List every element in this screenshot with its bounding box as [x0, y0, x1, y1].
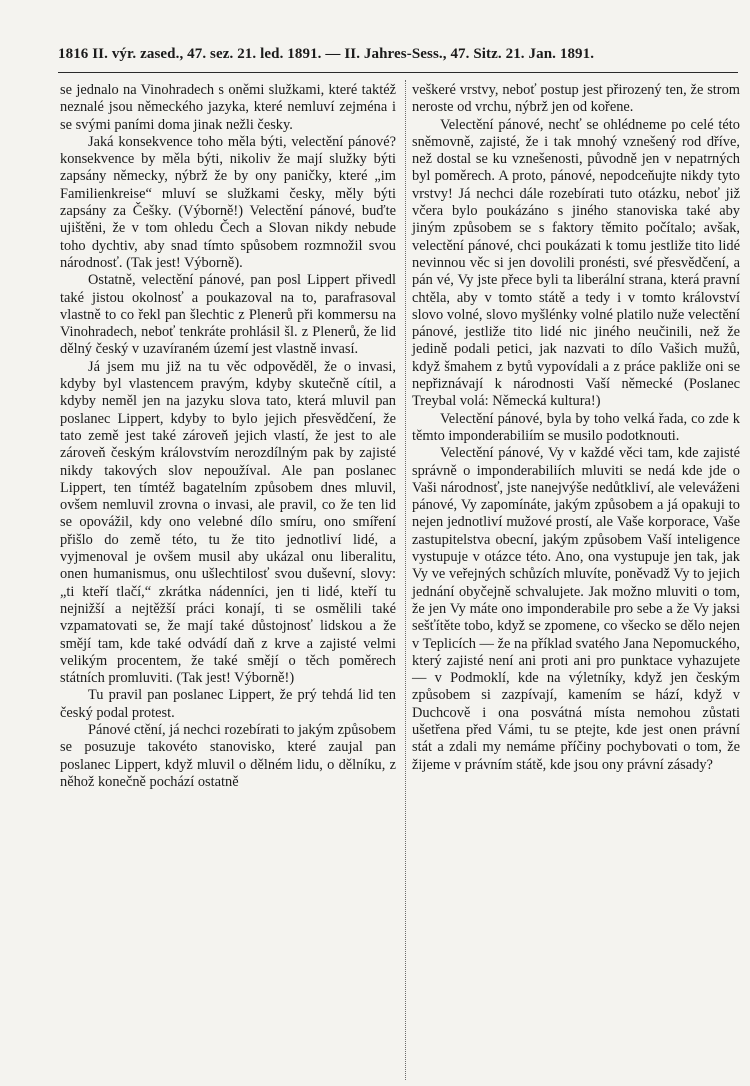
- page-header: 1816 II. výr. zased., 47. sez. 21. led. 1891. — II. Jahres-Sess., 47. Sitz. 21. Jan. 1891.: [58, 46, 595, 62]
- paragraph: Velectění pánové, Vy v každé věci tam, kde zajisté správně o imponderabiliích mluviti se nedá kde jde o Vaši národnosť, jste nanejvýše nedůtkliví, ale veleváženi pánové, Vy zapomínáte, jakým způsobem a já opakuji to nejen jednotliví mužové prostí, ale Vaše korporace, Vaše zastupitelstva obecní, jakým způsobem Vaší inteligence vystupuje v otázce této. Ano, ona vystupuje jen tak, jak Vy ve veřejných schůzích mluvíte, poněvadž Vy to jejich jednání obyčejně schvalujete. Jak možno mluviti o tom, že jen Vy máte ono imponderabile pro sebe a že Vy jaksi sešťítěte tobo, když se zpomene, co všecko se dělo nejen v Teplicích — že na příklad svatého Jana Nepomuckého, který zajisté není ani proti ani pro punktace vyhazujete — v Podmoklí, kde na výletníky, když jen českým způsobem si zazpívají, kamením se hází, když v Duchcově i ona posvátná místa nemohou zůstati ušetřena před Vámi, tu se ptejte, kde jest onen právní stát a zdali my nemáme příčiny pochybovati o tom, že žijeme v právním státě, kde jsou ony právní zásady?: [412, 445, 740, 773]
- header-rule: [58, 72, 738, 73]
- paragraph: Velectění pánové, byla by toho velká řada, co zde k těmto imponderabiliím se musilo podotknouti.: [412, 410, 740, 444]
- paragraph: veškeré vrstvy, neboť postup jest přirozený ten, že strom neroste od vrchu, nýbrž jen od kořene.: [412, 82, 740, 116]
- paragraph: Jaká konsekvence toho měla býti, velectění pánové? konsekvence by měla býti, nikoliv že mají služky býti zapsány německy, nýbrž že by ony paničky, které „im Familienkreise“ mluví se služkami česky, měly býti zapsány za Češky. (Výborně!) Velectění pánové, buďte ujištěni, že v tom ohledu Čech a Slovan nikdy nebude toho dychtiv, aby snad tímto spůsobem rozmnožil svou národnosť. (Tak jest! Výborně).: [60, 133, 396, 271]
- right-column: [412, 82, 740, 774]
- column-divider: [405, 80, 406, 1080]
- paragraph: Já jsem mu již na tu věc odpověděl, že o invasi, kdyby byl vlastencem pravým, kdyby skutečně cítil, a kdyby neměl jen na jazyku slova tato, která mluvil pan poslanec Lippert, kdyby to bylo jejich přesvědčení, že tato země jest také zároveň jejich vlastí, že jest to ale zároveň českým královstvím nerozdílným pak by zajisté nikdy takových slov nepoužíval. Ale pan poslanec Lippert, ten tímtéž bagatelním způsobem dnes mluvil, ovšem nemluvil zrovna o invasi, ale pravil, co že ten lid se opovážil, kdy ono velebné dílo smíru, ono smíření přišlo do země této, tu že tito jednotliví lidé, a vyjmenoval je ovšem musil aby ukázal onu liberalitu, onen humanismus, onu ušlechtilosť svou duševní, slovy: „ti kteří tlačí,“ zkrátka nádenníci, jen ti lidé, kteří tu nejnižší a nejtěžší práci konají, ti se osmělili také vzpamatovati se, že mají také důstojnosť lidskou a že smějí tam, kde také odvádí daň z krve a zajisté velmi velikým procentem, že také smějí o těch poměrech státních promluviti. (Tak jest! Výborně!): [60, 358, 396, 687]
- left-column: [60, 82, 396, 791]
- paragraph: Tu pravil pan poslanec Lippert, že prý tehdá lid ten český podal protest.: [60, 687, 396, 721]
- paragraph: Pánové ctění, já nechci rozebírati to jakým způsobem se posuzuje takovéto stanovisko, které zaujal pan poslanec Lippert, když mluvil o dělném lidu, o dělníku, z něhož konečně pochází ostatně: [60, 721, 396, 790]
- paragraph: Ostatně, velectění pánové, pan posl Lippert přivedl také jistou okolnosť a poukazoval na to, parafrasoval vlastně to co řekl pan šlechtic z Plenerů při kommersu na Vinohradech, neboť tenkráte prohlásil šl. z Plenerů, že lid dělný český v uzavíraném území jest vlastně invasí.: [60, 272, 396, 358]
- paragraph: Velectění pánové, nechť se ohlédneme po celé této sněmovně, zajisté, že i tak mnohý vznešený rod dříve, než dostal se ku vznešenosti, původně jen v nepatrných byl poměrech. A proto, pánové, nepodceňujte nikdy tyto vrstvy! Já nechci dále rozebírati tuto otázku, neboť již včera bylo poukázáno s jiného stanoviska také aby jiným způsobem se s faktory těmito počítalo; avšak, velectění pánové, chci poukázati k tomu jestliže tito lidé nevinnou věc si jen dovolili pronésti, své přesvědčení, a pán vé, Vy jste přece byli ta liberální strana, která pravní chtěla, aby v tomto státě a tedy i v tomto království slovo volné, slovo myšlénky volné platilo nuže velectění pánové, jestliže tito lidé nic jiného neučinili, než že jedině podali petici, jak nazvati to dílo Vašich mužů, když šmahem z bytů vypovídali a z práce pakliže oni se nepřiznávají k národnosti Vaší německé (Poslanec Treybal volá: Německá kultura!): [412, 116, 740, 410]
- paragraph: se jednalo na Vinohradech s oněmi služkami, které taktéž neznalé jsou německého jazyka, které nemluví zejména i se svými paními doma jinak nežli česky.: [60, 82, 396, 133]
